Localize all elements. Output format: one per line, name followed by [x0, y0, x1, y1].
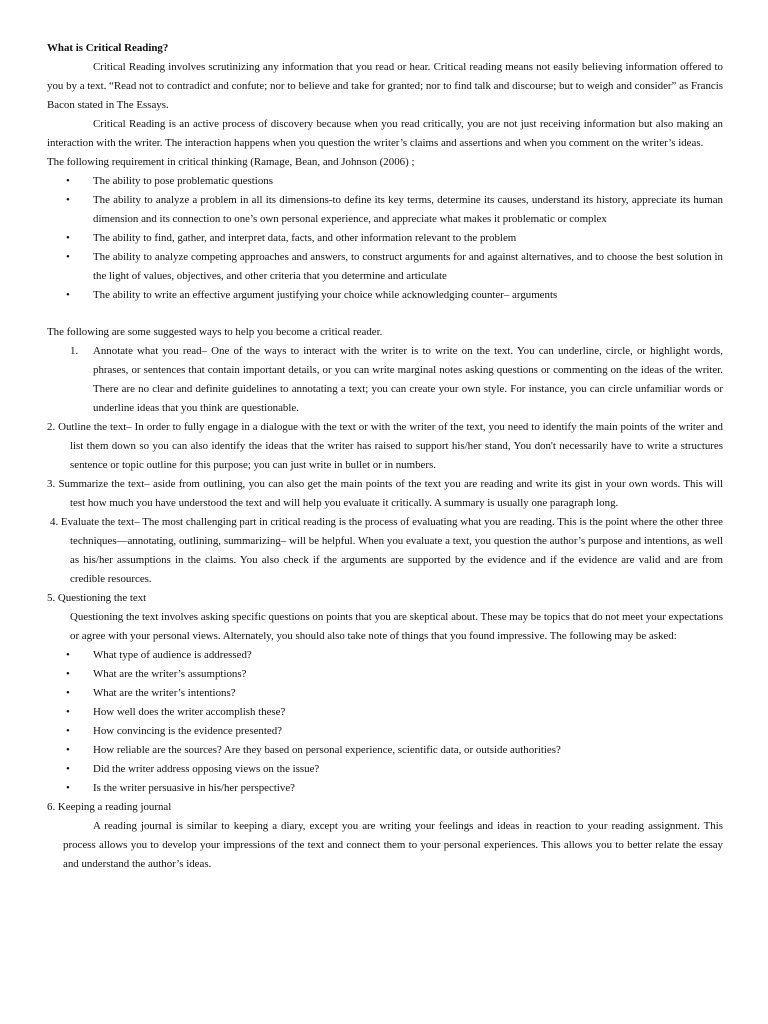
ways-lead: The following are some suggested ways to help you become a critical reader.	[47, 326, 383, 338]
bullet-icon: •	[66, 251, 70, 263]
list-item	[47, 779, 723, 798]
questions-list	[47, 646, 723, 798]
list-item-text: How convincing is the evidence presented?	[93, 725, 283, 737]
bullet-icon: •	[66, 763, 70, 775]
document-page	[47, 39, 723, 874]
list-item	[47, 760, 723, 779]
intro-paragraph-1: Critical Reading involves scrutinizing any information that you read or hear. Critical reading means not easily believing information offered to you by a text. “Read not to contradict and confute; nor to believe and take for granted; nor to find talk and discourse; but to weigh and consider” as Francis Bacon stated in The Essays.	[47, 61, 723, 111]
list-item	[47, 248, 723, 286]
bullet-icon: •	[66, 782, 70, 794]
list-item	[47, 703, 723, 722]
way-questioning-title: 5. Questioning the text	[47, 592, 147, 604]
list-item	[47, 646, 723, 665]
list-item	[47, 172, 723, 191]
requirements-lead: The following requirement in critical thinking (Ramage, Bean, and Johnson (2006) ;	[47, 156, 415, 168]
list-item	[47, 741, 723, 760]
list-item	[47, 722, 723, 741]
list-item	[47, 684, 723, 703]
way-annotate	[47, 342, 723, 418]
document-title: What is Critical Reading?	[47, 42, 169, 54]
list-item-text: The ability to analyze competing approaches and answers, to construct arguments for and against alternatives, and to choose the best solution in the light of values, objectives, and other criteria that you determine and articulate	[93, 251, 723, 282]
list-item-text: The ability to write an effective argument justifying your choice while acknowledging counter– arguments	[93, 289, 558, 301]
requirements-list	[47, 172, 723, 305]
list-item-text: What type of audience is addressed?	[93, 649, 252, 661]
bullet-icon: •	[66, 706, 70, 718]
list-item-text: How reliable are the sources? Are they based on personal experience, scientific data, or outside authorities?	[93, 744, 561, 756]
way-annotate-text: Annotate what you read– One of the ways to interact with the writer is to write on the text. You can underline, circle, or highlight words, phrases, or sentences that contain important details, or you can write marginal notes asking questions or commenting on the ideas of the writer. There are no clear and definite guidelines to annotating a text; you can create your own style. For instance, you can circle unfamiliar words or underline ideas that you think are questionable.	[93, 345, 723, 414]
bullet-icon: •	[66, 725, 70, 737]
item-number: 1.	[70, 345, 79, 357]
way-summarize: 3. Summarize the text– aside from outlining, you can also get the main points of the text you are reading and write its gist in your own words. This will test how much you have understood the text and will help you evaluate it critically. A summary is usually one paragraph long.	[47, 478, 723, 509]
bullet-icon: •	[66, 175, 70, 187]
way-journal-title: 6. Keeping a reading journal	[47, 801, 172, 813]
list-item	[47, 286, 723, 305]
list-item-text: Did the writer address opposing views on the issue?	[93, 763, 320, 775]
list-item	[47, 665, 723, 684]
bullet-icon: •	[66, 232, 70, 244]
list-item-text: How well does the writer accomplish these?	[93, 706, 286, 718]
bullet-icon: •	[66, 668, 70, 680]
list-item-text: The ability to find, gather, and interpret data, facts, and other information relevant to the problem	[93, 232, 517, 244]
list-item-text: What are the writer’s assumptions?	[93, 668, 247, 680]
list-item-text: What are the writer’s intentions?	[93, 687, 236, 699]
bullet-icon: •	[66, 194, 70, 206]
list-item	[47, 191, 723, 229]
list-item-text: The ability to pose problematic questions	[93, 175, 273, 187]
way-journal-body: A reading journal is similar to keeping a diary, except you are writing your feelings and ideas in reaction to your reading assignment. This process allows you to develop your impressions of the text and connect them to your personal experiences. This allows you to better relate the essay and understand the author’s ideas.	[63, 820, 723, 870]
way-outline: 2. Outline the text– In order to fully engage in a dialogue with the text or with the writer of the text, you need to identify the main points of the writer and list them down so you can also identify the ideas that the writer has raised to support his/her stand, You don't necessarily have to write a structures sentence or topic outline for this purpose; you can just write in bullet or in numbers.	[47, 421, 723, 471]
list-item	[47, 229, 723, 248]
bullet-icon: •	[66, 744, 70, 756]
way-evaluate: 4. Evaluate the text– The most challenging part in critical reading is the process of evaluating what you are reading. This is the point where the other three techniques—annotating, outlining, summarizing– will be helpful. When you evaluate a text, you question the author’s purpose and intentions, as well as his/her assumptions in the claims. You also check if the arguments are supported by the evidence and if the evidence are valid and are from credible resources.	[50, 516, 723, 585]
bullet-icon: •	[66, 687, 70, 699]
list-item-text: Is the writer persuasive in his/her perspective?	[93, 782, 296, 794]
way-questioning-body: Questioning the text involves asking specific questions on points that you are skeptical about. These may be topics that do not meet your expectations or agree with your personal views. Alternately, you should also take note of things that you found impressive. The following may be asked:	[70, 611, 723, 642]
spacer	[47, 305, 723, 323]
intro-paragraph-2: Critical Reading is an active process of discovery because when you read critically, you are not just receiving information but also making an interaction with the writer. The interaction happens when you question the writer’s claims and assertions and when you comment on the writer’s ideas.	[47, 118, 723, 149]
bullet-icon: •	[66, 649, 70, 661]
list-item-text: The ability to analyze a problem in all its dimensions-to define its key terms, determine its causes, understand its history, appreciate its human dimension and its connection to one’s own personal experience, and appreciate what makes it problematic or complex	[93, 194, 723, 225]
bullet-icon: •	[66, 289, 70, 301]
